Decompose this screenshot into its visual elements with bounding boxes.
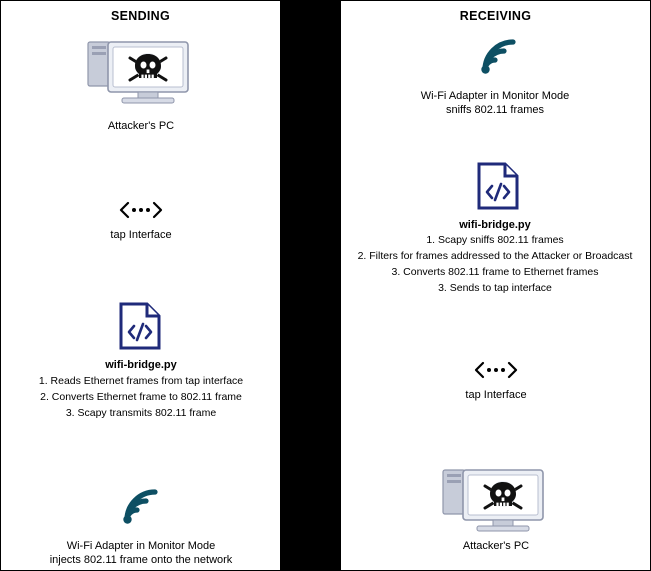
step-sending-3: 3. Scapy transmits 802.11 frame [65,407,217,419]
label-attacker-pc-sending: Attacker's PC [107,120,175,132]
label-tap-interface-receiving: tap Interface [465,389,527,401]
desktop-computer-skull-icon [441,464,551,536]
step-sending-2: 2. Converts Ethernet frame to 802.11 frame [40,391,242,403]
node-wifi-bridge-receiving [476,162,520,210]
dotted-double-arrow-icon [112,198,170,222]
wifi-signal-icon [118,484,164,528]
wifi-signal-icon [476,34,522,78]
label-wifi-adapter-receiving: Wi-Fi Adapter in Monitor Mode [420,90,570,102]
node-wifi-adapter-receiving [476,34,522,78]
node-attacker-pc-receiving [441,464,551,536]
desktop-computer-skull-icon [86,36,196,108]
label-attacker-pc-receiving: Attacker's PC [462,540,530,552]
node-tap-interface-receiving [467,358,525,382]
label-wifi-bridge-receiving: wifi-bridge.py [459,219,531,231]
code-file-icon [118,302,162,350]
label-wifi-adapter-sending: Wi-Fi Adapter in Monitor Mode [66,540,216,552]
panel-divider [281,0,340,571]
step-receiving-3: 3. Converts 802.11 frame to Ethernet frames [391,266,599,278]
panel-sending-title: SENDING [110,9,171,23]
label-wifi-bridge-sending: wifi-bridge.py [105,359,177,371]
label-tap-interface-sending: tap Interface [110,229,172,241]
node-wifi-bridge-sending [118,302,162,350]
sublabel-wifi-adapter-sending: injects 802.11 frame onto the network [49,554,233,566]
code-file-icon [476,162,520,210]
panel-receiving-title: RECEIVING [459,9,532,23]
node-wifi-adapter-sending [118,484,164,528]
step-receiving-4: 3. Sends to tap interface [438,282,552,294]
step-receiving-2: 2. Filters for frames addressed to the Attacker or Broadcast [357,250,633,262]
node-tap-interface-sending [112,198,170,222]
dotted-double-arrow-icon [467,358,525,382]
node-attacker-pc-sending [86,36,196,108]
step-receiving-1: 1. Scapy sniffs 802.11 frames [426,234,564,246]
sublabel-wifi-adapter-receiving: sniffs 802.11 frames [445,104,545,116]
step-sending-1: 1. Reads Ethernet frames from tap interface [38,375,244,387]
